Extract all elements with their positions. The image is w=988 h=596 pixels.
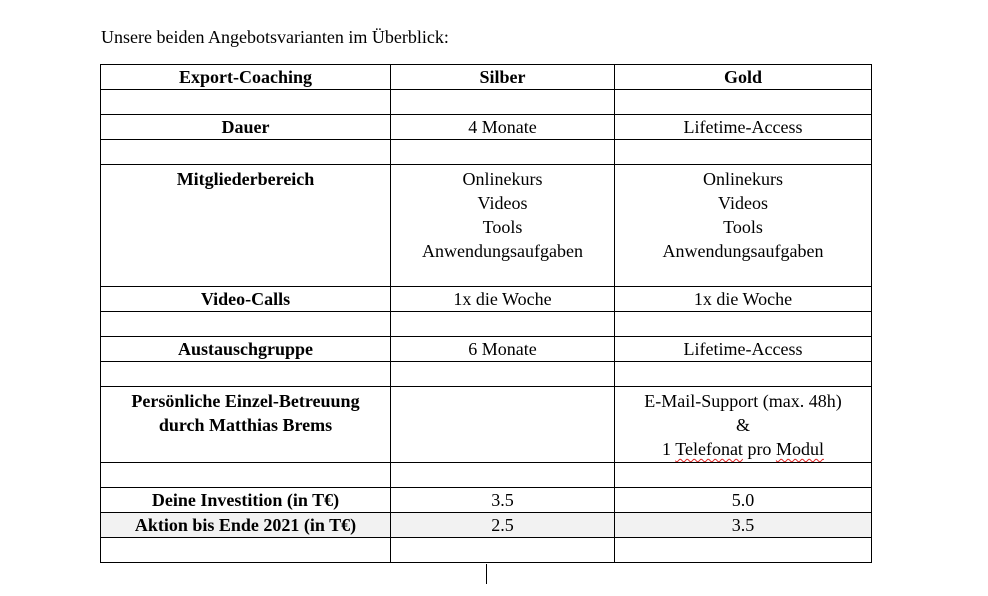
empty-cell (615, 463, 872, 488)
einzel-gold-cell (615, 387, 872, 463)
table-row-investition (101, 488, 872, 513)
mitglieder-gold-item: Tools (723, 217, 763, 237)
table-row-dauer (101, 115, 872, 140)
empty-cell (391, 140, 615, 165)
empty-cell (101, 90, 391, 115)
einzel-gold-line (619, 437, 867, 461)
header-gold-cell: Gold (615, 65, 872, 90)
empty-cell (615, 362, 872, 387)
empty-cell (101, 140, 391, 165)
einzel-gold-line: E-Mail-Support (max. 48h) (644, 391, 842, 411)
table-row-header (101, 65, 872, 90)
table-row-aktion (101, 513, 872, 538)
table-row-spacer (101, 140, 872, 165)
intro-text: Unsere beiden Angebotsvarianten im Überblick: (101, 27, 449, 47)
table-row-spacer (101, 538, 872, 563)
einzel-label-line: Persönliche Einzel-Betreuung (131, 391, 360, 411)
table-row-spacer (101, 312, 872, 337)
mitglieder-silber-item: Anwendungsaufgaben (422, 241, 583, 261)
text-cursor (486, 564, 487, 584)
video-calls-gold-cell: 1x die Woche (615, 287, 872, 312)
investition-label-cell: Deine Investition (in T€) (101, 488, 391, 513)
offer-comparison-table (100, 64, 872, 563)
mitglieder-gold-item: Onlinekurs (703, 169, 783, 189)
mitglieder-gold-cell (615, 165, 872, 287)
mitglieder-silber-cell (391, 165, 615, 287)
table-row-austauschgruppe (101, 337, 872, 362)
empty-cell (615, 90, 872, 115)
video-calls-silber-cell: 1x die Woche (391, 287, 615, 312)
mitglieder-silber-item: Tools (482, 217, 523, 237)
empty-cell (615, 312, 872, 337)
empty-cell (391, 90, 615, 115)
spellcheck-word: Modul (775, 439, 824, 459)
mitglieder-silber-item: Videos (477, 193, 528, 213)
mitglieder-label-cell: Mitgliederbereich (101, 165, 391, 287)
aktion-gold-cell: 3.5 (615, 513, 872, 538)
einzel-label-cell (101, 387, 391, 463)
dauer-silber-cell: 4 Monate (391, 115, 615, 140)
einzel-silber-cell (391, 387, 615, 463)
empty-cell (391, 538, 615, 563)
empty-cell (391, 312, 615, 337)
investition-silber-cell: 3.5 (391, 488, 615, 513)
table-row-spacer (101, 463, 872, 488)
video-calls-label-cell: Video-Calls (101, 287, 391, 312)
dauer-gold-cell: Lifetime-Access (615, 115, 872, 140)
table-row-mitgliederbereich (101, 165, 872, 287)
einzel-gold-text: pro (742, 439, 776, 459)
table-row-video-calls (101, 287, 872, 312)
empty-cell (101, 538, 391, 563)
austausch-label-cell: Austauschgruppe (101, 337, 391, 362)
austausch-gold-cell: Lifetime-Access (615, 337, 872, 362)
table-row-spacer (101, 362, 872, 387)
mitglieder-gold-item: Anwendungsaufgaben (662, 241, 824, 261)
austausch-silber-cell: 6 Monate (391, 337, 615, 362)
empty-cell (101, 312, 391, 337)
spellcheck-word: Telefonat (675, 439, 743, 459)
investition-gold-cell: 5.0 (615, 488, 872, 513)
empty-cell (391, 362, 615, 387)
mitglieder-silber-item: Onlinekurs (462, 169, 543, 189)
empty-cell (615, 538, 872, 563)
header-label-cell: Export-Coaching (101, 65, 391, 90)
aktion-silber-cell: 2.5 (391, 513, 615, 538)
einzel-gold-text: 1 (662, 439, 676, 459)
empty-cell (101, 463, 391, 488)
header-silber-cell: Silber (391, 65, 615, 90)
table-row-einzel-betreuung (101, 387, 872, 463)
einzel-label-line: durch Matthias Brems (158, 415, 333, 435)
empty-cell (615, 140, 872, 165)
table-row-spacer (101, 90, 872, 115)
mitglieder-gold-item: Videos (718, 193, 768, 213)
empty-cell (101, 362, 391, 387)
aktion-label-cell: Aktion bis Ende 2021 (in T€) (101, 513, 391, 538)
einzel-gold-line: & (735, 415, 750, 435)
empty-cell (391, 463, 615, 488)
dauer-label-cell: Dauer (101, 115, 391, 140)
